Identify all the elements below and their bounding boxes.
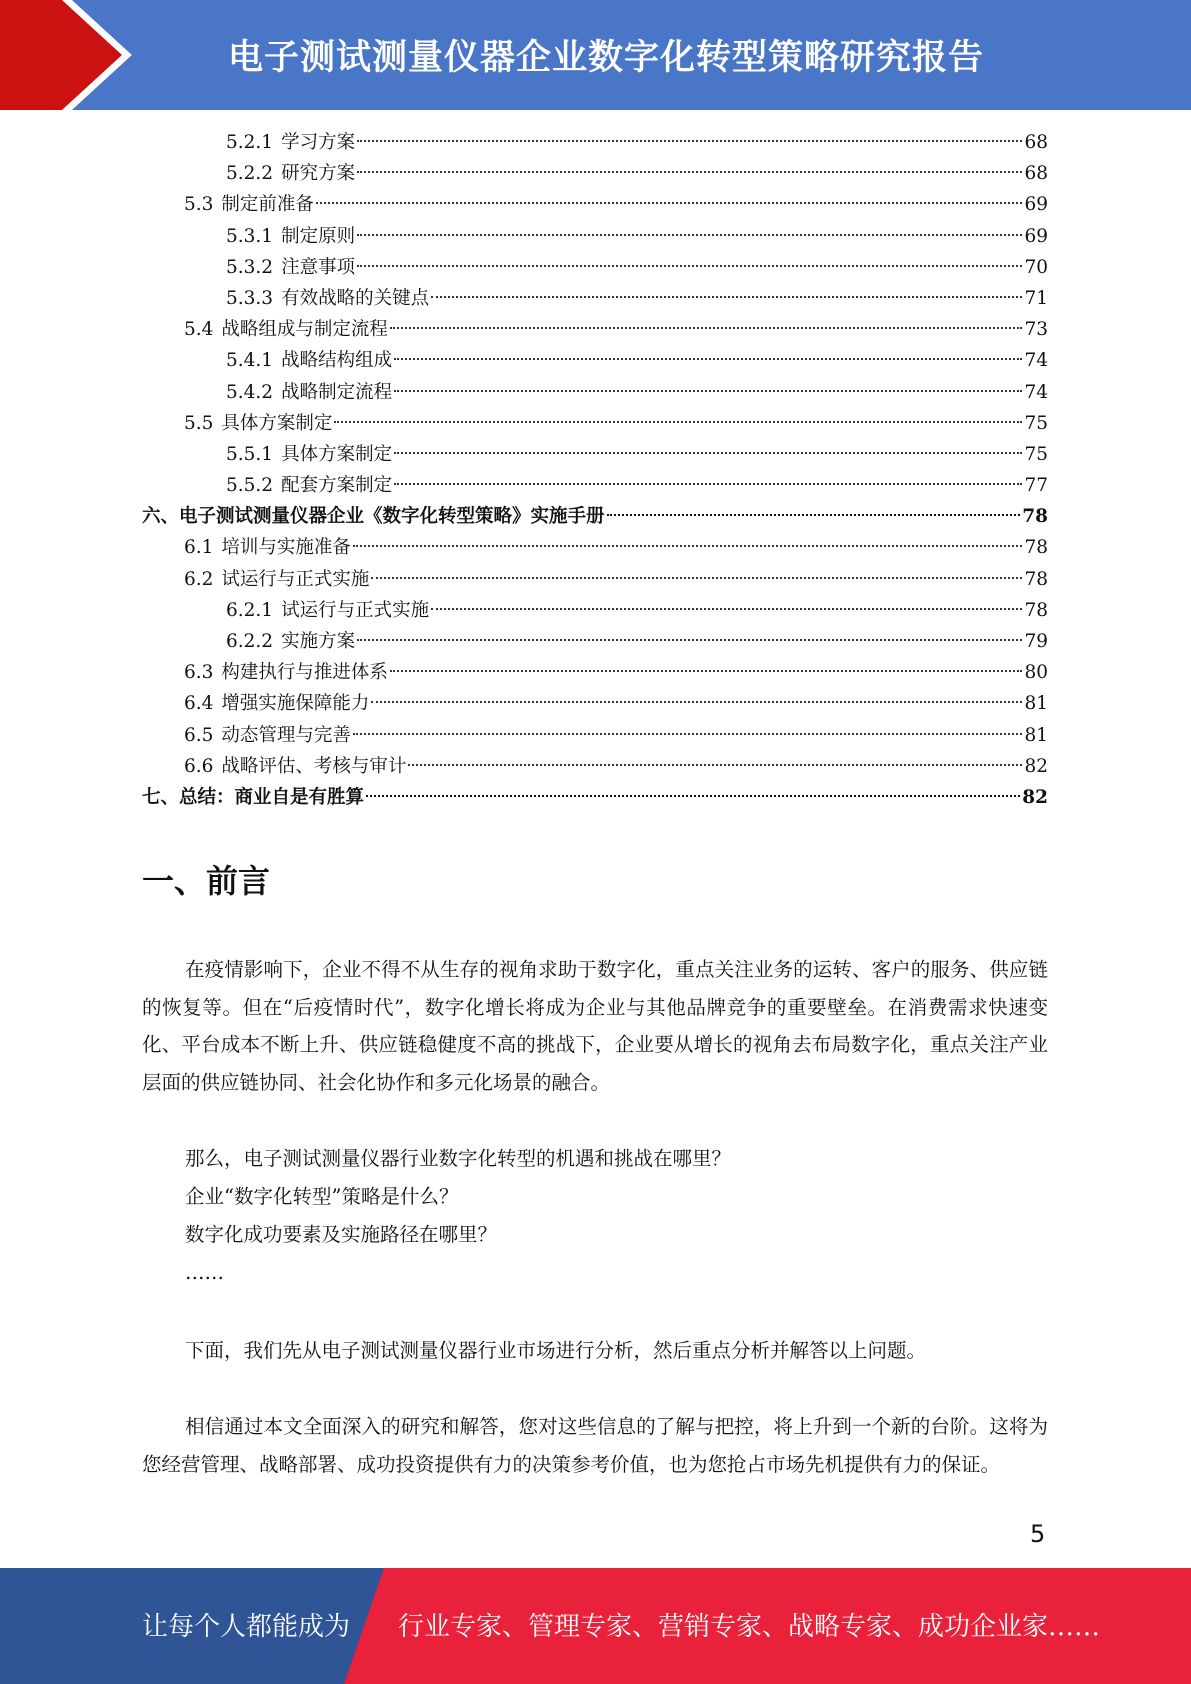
toc-entry[interactable] (142, 626, 1048, 657)
toc-entry-label: 研究方案 (281, 163, 356, 185)
toc-dot-leader (357, 234, 1022, 236)
toc-entry-label: 战略制定流程 (281, 381, 393, 403)
toc-entry-page: 77 (1024, 475, 1048, 497)
toc-dot-leader (371, 577, 1022, 579)
toc-entry-number: 6.1 (184, 537, 214, 559)
toc-entry-number: 6.2 (184, 568, 214, 590)
toc-entry[interactable] (142, 564, 1048, 595)
toc-entry-page: 80 (1024, 662, 1048, 684)
toc-entry-number: 6.6 (184, 755, 214, 777)
toc-dot-leader (353, 545, 1023, 547)
toc-entry[interactable] (142, 595, 1048, 626)
footer-slogan-left: 让每个人都能成为 (142, 1612, 351, 1642)
toc-dot-leader (357, 140, 1022, 142)
toc-dot-leader (394, 483, 1022, 485)
footer-banner (0, 1568, 1191, 1684)
toc-entry-label: 战略结构组成 (281, 350, 393, 372)
toc-dot-leader (357, 639, 1022, 641)
toc-dot-leader (390, 327, 1023, 329)
toc-entry-number: 5.5.2 (226, 475, 274, 497)
toc-entry[interactable] (142, 345, 1048, 376)
toc-entry-number: 6.2.2 (226, 631, 274, 652)
toc-entry-label: 配套方案制定 (281, 475, 393, 497)
toc-dot-leader (357, 171, 1022, 173)
toc-dot-leader (431, 296, 1022, 298)
ellipsis-line: …… (185, 1261, 224, 1284)
question-line: 数字化成功要素及实施路径在哪里？ (185, 1223, 498, 1246)
toc-entry-number: 5.3 (184, 194, 214, 216)
toc-entry-page: 79 (1024, 631, 1048, 652)
toc-entry[interactable] (142, 782, 1048, 813)
toc-entry-page: 75 (1024, 412, 1048, 434)
toc-dot-leader (394, 390, 1022, 392)
toc-entry-label: 构建执行与推进体系 (221, 662, 388, 684)
analysis-paragraph: 下面，我们先从电子测试测量仪器行业市场进行分析，然后重点分析并解答以上问题。 (185, 1339, 927, 1362)
toc-entry-label: 制定前准备 (221, 194, 314, 216)
toc-entry-page: 78 (1024, 568, 1048, 590)
toc-entry-number: 5.5.1 (226, 443, 274, 465)
toc-dot-leader (353, 733, 1023, 735)
table-of-contents (142, 127, 1048, 813)
toc-entry-label: 制定原则 (281, 225, 356, 247)
toc-entry[interactable] (142, 688, 1048, 719)
toc-entry[interactable] (142, 283, 1048, 314)
toc-entry-page: 74 (1024, 350, 1048, 372)
toc-dot-leader (316, 202, 1023, 204)
toc-entry[interactable] (142, 501, 1048, 532)
toc-dot-leader (334, 421, 1022, 423)
toc-entry-page: 75 (1024, 443, 1048, 465)
toc-entry[interactable] (142, 127, 1048, 158)
toc-entry-number: 5.4.1 (226, 350, 274, 372)
toc-entry-page: 82 (1022, 786, 1048, 808)
toc-entry-number: 5.2.1 (226, 132, 274, 153)
toc-dot-leader (408, 764, 1022, 766)
toc-entry-number: 5.2.2 (226, 163, 274, 185)
intro-paragraph: 在疫情影响下，企业不得不从生存的视角求助于数字化，重点关注业务的运转、客户的服务、供应链的恢复等。但在“后疫情时代”，数字化增长将成为企业与其他品牌竞争的重要壁垒。在消费需求快速变化、平台成本不断上升、供应链稳健度不高的挑战下，企业要从增长的视角去布局数字化，重点关注产业层面的供应链协同、社会化协作和多元化场景的融合。 (142, 958, 1048, 1094)
toc-entry-number: 5.3.2 (226, 256, 274, 278)
toc-entry[interactable] (142, 252, 1048, 283)
toc-entry-label: 六、电子测试测量仪器企业《数字化转型策略》实施手册 (142, 506, 605, 528)
toc-entry[interactable] (142, 657, 1048, 688)
toc-entry[interactable] (142, 470, 1048, 501)
toc-entry-page: 78 (1024, 599, 1048, 621)
toc-entry-label: 注意事项 (281, 256, 356, 278)
toc-entry-page: 74 (1024, 381, 1048, 403)
toc-entry-number: 5.3.3 (226, 287, 274, 309)
footer-slogan-right: 行业专家、管理专家、营销专家、战略专家、成功企业家…… (398, 1612, 1101, 1642)
question-line: 企业“数字化转型”策略是什么？ (185, 1185, 459, 1208)
toc-entry-page: 78 (1024, 537, 1048, 559)
toc-entry-number: 6.4 (184, 693, 214, 715)
toc-entry-number: 6.5 (184, 724, 214, 746)
toc-entry-number: 6.3 (184, 662, 214, 684)
toc-dot-leader (394, 452, 1022, 454)
toc-entry-label: 有效战略的关键点 (281, 287, 430, 309)
toc-entry-label: 动态管理与完善 (221, 724, 351, 746)
toc-entry-page: 73 (1024, 319, 1048, 341)
toc-entry[interactable] (142, 439, 1048, 470)
toc-entry-label: 试运行与正式实施 (281, 599, 430, 621)
toc-entry[interactable] (142, 751, 1048, 782)
toc-entry[interactable] (142, 158, 1048, 189)
toc-entry[interactable] (142, 314, 1048, 345)
toc-entry-page: 78 (1022, 506, 1048, 528)
toc-entry[interactable] (142, 221, 1048, 252)
toc-entry[interactable] (142, 532, 1048, 563)
toc-entry[interactable] (142, 408, 1048, 439)
toc-entry-label: 七、总结：商业自是有胜算 (142, 786, 365, 808)
toc-entry-page: 69 (1024, 194, 1048, 216)
toc-entry-label: 试运行与正式实施 (221, 568, 370, 590)
toc-entry-page: 68 (1024, 132, 1048, 153)
report-title: 电子测试测量仪器企业数字化转型策略研究报告 (228, 38, 985, 78)
toc-entry-number: 5.4 (184, 319, 214, 341)
question-line: 那么，电子测试测量仪器行业数字化转型的机遇和挑战在哪里？ (185, 1147, 732, 1170)
toc-dot-leader (390, 670, 1023, 672)
toc-entry-page: 82 (1024, 755, 1048, 777)
toc-entry-number: 5.3.1 (226, 225, 274, 247)
toc-entry-label: 学习方案 (281, 132, 356, 153)
toc-entry-label: 具体方案制定 (221, 412, 333, 434)
toc-entry-page: 69 (1024, 225, 1048, 247)
toc-entry-number: 6.2.1 (226, 599, 274, 621)
toc-entry-page: 70 (1024, 256, 1048, 278)
toc-entry-label: 实施方案 (281, 631, 356, 652)
toc-entry-number: 5.4.2 (226, 381, 274, 403)
toc-entry[interactable] (142, 377, 1048, 408)
toc-entry-page: 68 (1024, 163, 1048, 185)
toc-dot-leader (394, 358, 1022, 360)
toc-entry-number: 5.5 (184, 412, 214, 434)
toc-dot-leader (357, 265, 1022, 267)
section-heading: 一、前言 (142, 862, 271, 900)
toc-dot-leader (431, 608, 1022, 610)
toc-entry-page: 71 (1024, 287, 1048, 309)
toc-dot-leader (366, 795, 1020, 797)
toc-entry-label: 战略组成与制定流程 (221, 319, 388, 341)
toc-entry[interactable] (142, 189, 1048, 220)
toc-entry-label: 培训与实施准备 (221, 537, 351, 559)
toc-entry-page: 81 (1024, 724, 1048, 746)
conclusion-paragraph: 相信通过本文全面深入的研究和解答，您对这些信息的了解与把控，将上升到一个新的台阶。这将为您经营管理、战略部署、成功投资提供有力的决策参考价值，也为您抢占市场先机提供有力的保证。 (142, 1415, 1048, 1476)
toc-entry-page: 81 (1024, 693, 1048, 715)
toc-entry-label: 增强实施保障能力 (221, 693, 370, 715)
toc-entry-label: 战略评估、考核与审计 (221, 755, 407, 777)
toc-entry[interactable] (142, 720, 1048, 751)
header-banner (0, 0, 1191, 110)
toc-dot-leader (371, 701, 1022, 703)
toc-dot-leader (607, 514, 1021, 516)
toc-entry-label: 具体方案制定 (281, 443, 393, 465)
page-number: 5 (1030, 1520, 1046, 1548)
